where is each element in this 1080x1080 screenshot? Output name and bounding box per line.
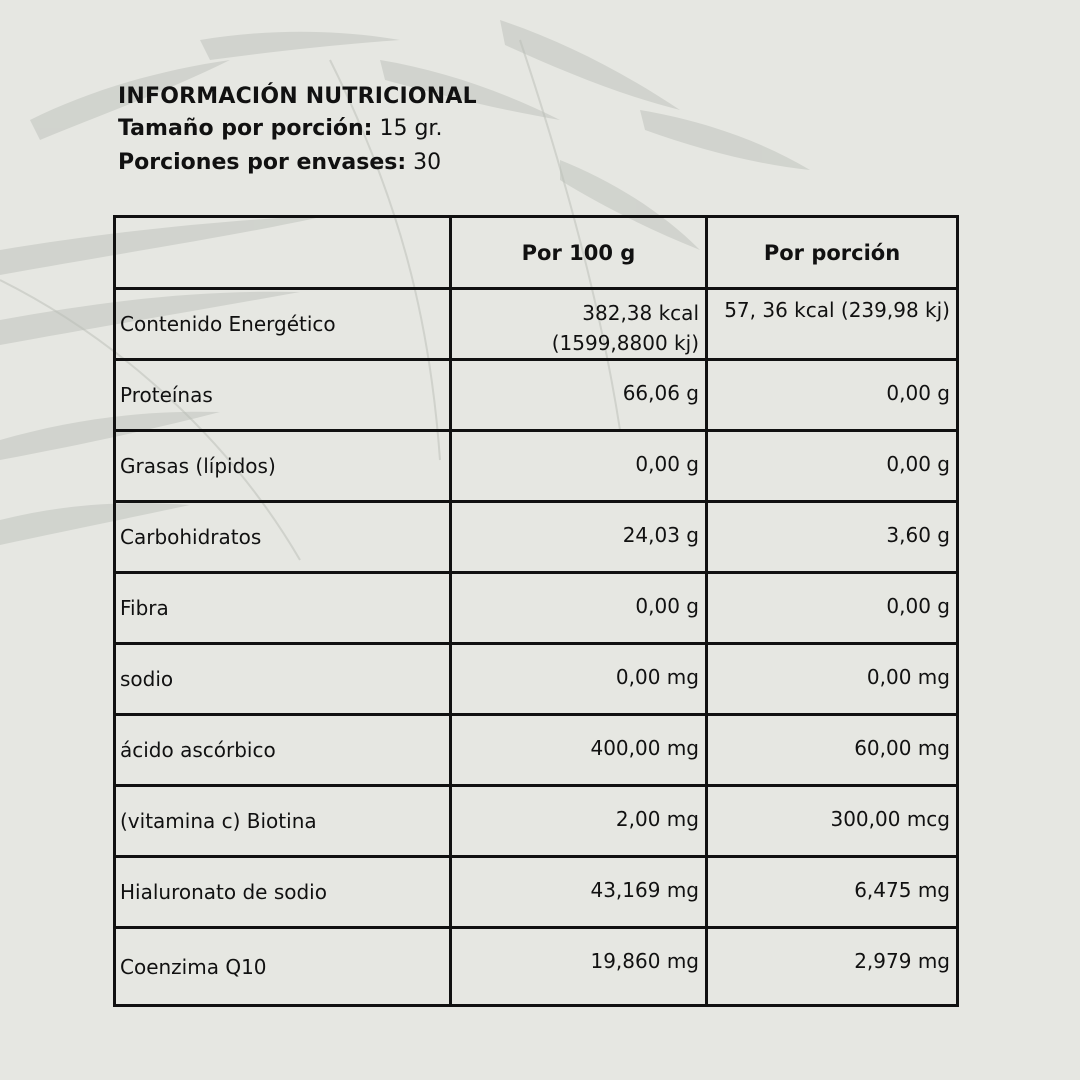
value-per-100g: 66,06 g [451,360,707,431]
value-per-serving: 0,00 g [707,360,958,431]
table-row [115,786,958,857]
table-row [115,502,958,573]
value-per-serving: 0,00 g [707,573,958,644]
nutrient-name: Fibra [115,573,451,644]
value-per-100g: 0,00 g [451,431,707,502]
value-per-100g [451,289,707,360]
table-row [115,431,958,502]
table-row [115,857,958,928]
value-per-serving: 3,60 g [707,502,958,573]
value-per-serving: 60,00 mg [707,715,958,786]
nutrient-name: sodio [115,644,451,715]
value-per-100g: 0,00 g [451,573,707,644]
serving-size-value: 15 gr. [372,116,443,141]
column-header-per-100g: Por 100 g [451,217,707,289]
nutrient-name: Contenido Energético [115,289,451,360]
value-per-serving: 57, 36 kcal (239,98 kj) [707,289,958,360]
value-per-serving: 0,00 g [707,431,958,502]
column-header-nutrient [115,217,451,289]
nutrient-name: Proteínas [115,360,451,431]
nutrient-name: Grasas (lípidos) [115,431,451,502]
value-per-100g: 19,860 mg [451,928,707,1006]
value-per-serving: 6,475 mg [707,857,958,928]
nutrition-table [113,215,959,1007]
servings-per-container [118,146,477,180]
serving-size-label: Tamaño por porción: [118,116,373,141]
nutrient-name: Hialuronato de sodio [115,857,451,928]
value-per-100g: 400,00 mg [451,715,707,786]
servings-value: 30 [406,150,442,175]
value-per-100g: 0,00 mg [451,644,707,715]
table-header-row [115,217,958,289]
table-row-energy [115,289,958,360]
value-per-100g: 43,169 mg [451,857,707,928]
page-title: INFORMACIÓN NUTRICIONAL [118,84,477,109]
value-per-serving: 2,979 mg [707,928,958,1006]
value-per-100g: 24,03 g [451,502,707,573]
table-row [115,573,958,644]
table-row [115,715,958,786]
nutrient-name: Carbohidratos [115,502,451,573]
value-per-serving: 300,00 mcg [707,786,958,857]
energy-kj: (1599,8800 kj) [551,331,699,355]
table-row [115,360,958,431]
value-per-serving: 0,00 mg [707,644,958,715]
table-row [115,928,958,1006]
energy-kcal: 382,38 kcal [582,301,699,325]
nutrient-name: Coenzima Q10 [115,928,451,1006]
serving-size [118,112,477,146]
nutrition-header [118,82,477,180]
servings-label: Porciones por envases: [118,150,407,175]
table-row [115,644,958,715]
nutrient-name: ácido ascórbico [115,715,451,786]
column-header-per-serving: Por porción [707,217,958,289]
nutrient-name: (vitamina c) Biotina [115,786,451,857]
value-per-100g: 2,00 mg [451,786,707,857]
